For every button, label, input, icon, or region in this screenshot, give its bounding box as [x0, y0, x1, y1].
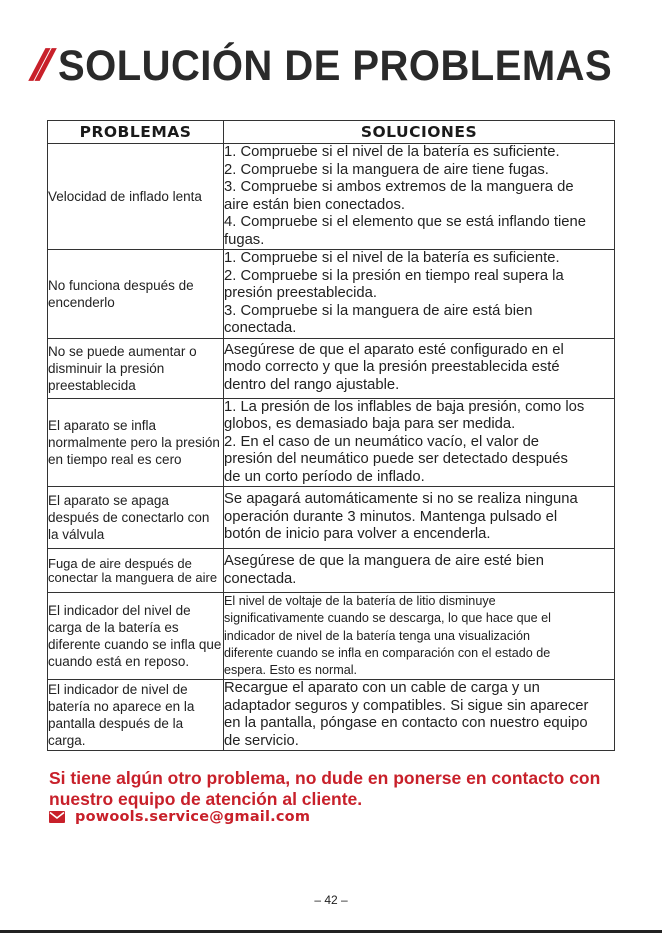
problem-cell: El indicador de nivel de batería no aparece en la pantalla después de la carga.	[48, 680, 224, 751]
table-row	[48, 549, 615, 593]
solution-line: 1. La presión de los inflables de baja presión, como los	[224, 398, 585, 415]
solution-line: globos, es demasiado baja para ser medida.	[224, 416, 516, 432]
table-row	[48, 338, 615, 398]
solution-line: 1. Compruebe si el nivel de la batería es suficiente.	[224, 144, 560, 160]
solution-line: presión del neumático puede ser detectado después	[224, 451, 568, 467]
problem-cell: El indicador del nivel de carga de la batería es diferente cuando se infla que cuando está en reposo.	[48, 593, 224, 680]
solution-cell	[224, 398, 615, 487]
page-number: – 42 –	[314, 893, 348, 907]
problem-cell: El aparato se infla normalmente pero la presión en tiempo real es cero	[48, 398, 224, 487]
solution-cell	[224, 144, 615, 250]
table-header-row	[48, 121, 615, 144]
problem-cell: Fuga de aire después de conectar la manguera de aire	[48, 549, 224, 593]
solution-line: 3. Compruebe si la manguera de aire está bien	[224, 302, 533, 319]
page-header	[28, 38, 654, 94]
solution-line: en la pantalla, póngase en contacto con nuestro equipo	[224, 715, 588, 732]
solution-line: presión preestablecida.	[224, 285, 377, 301]
solution-cell	[224, 680, 615, 751]
solution-line: diferente cuando se infla en comparación con el estado de	[224, 645, 551, 660]
table-row	[48, 593, 615, 680]
page-title: SOLUCIÓN DE PROBLEMAS	[58, 41, 613, 90]
problem-cell: No se puede aumentar o disminuir la presión preestablecida	[48, 338, 224, 398]
column-header-problems: PROBLEMAS	[48, 121, 224, 144]
solution-line: conectada.	[224, 570, 297, 587]
solution-cell	[224, 549, 615, 593]
problem-cell: El aparato se apaga después de conectarlo con la válvula	[48, 487, 224, 549]
column-header-solutions: SOLUCIONES	[224, 121, 615, 144]
solution-line: espera. Esto es normal.	[224, 663, 357, 678]
email-contact[interactable]	[49, 809, 310, 825]
contact-message: Si tiene algún otro problema, no dude en ponerse en contacto con nuestro equipo de atención al cliente.	[49, 768, 601, 809]
solution-cell	[224, 250, 615, 339]
solution-line: 2. En el caso de un neumático vacío, el valor de	[224, 433, 540, 450]
table-row	[48, 680, 615, 751]
solution-line: Recargue el aparato con un cable de carga y un	[224, 680, 540, 697]
solution-line: aire están bien conectados.	[224, 196, 405, 213]
solution-line: El nivel de voltaje de la batería de litio disminuye	[224, 594, 496, 608]
title-slashes: //	[28, 41, 48, 90]
solution-line: botón de inicio para volver a encenderla.	[224, 526, 491, 543]
table-row	[48, 250, 615, 339]
problem-cell: No funciona después de encenderlo	[48, 250, 224, 339]
solution-cell	[224, 338, 615, 398]
solution-line: Asegúrese de que el aparato esté configurado en el	[224, 341, 564, 358]
solution-line: significativamente cuando se descarga, lo que hace que el	[224, 611, 551, 626]
solution-cell	[224, 593, 615, 680]
solution-line: modo correcto y que la presión preestablecida esté	[224, 359, 560, 376]
solution-line: 1. Compruebe si el nivel de la batería es suficiente.	[224, 250, 560, 266]
table-row	[48, 398, 615, 487]
troubleshooting-table	[47, 120, 615, 751]
email-link[interactable]: powools.service@gmail.com	[75, 809, 311, 825]
table-row	[48, 487, 615, 549]
solution-line: Se apagará automáticamente si no se realiza ninguna	[224, 491, 578, 508]
solution-line: de servicio.	[224, 732, 299, 749]
mail-icon	[49, 811, 65, 823]
solution-line: 4. Compruebe si el elemento que se está inflando tiene	[224, 214, 586, 230]
solution-cell	[224, 487, 615, 549]
solution-line: fugas.	[224, 231, 265, 248]
solution-line: operación durante 3 minutos. Mantenga pulsado el	[224, 508, 558, 525]
solution-line: indicador de nivel de la batería tenga una visualización	[224, 628, 530, 643]
solution-line: adaptador seguros y compatibles. Si sigue sin aparecer	[224, 697, 589, 714]
solution-line: dentro del rango ajustable.	[224, 376, 400, 393]
solution-line: Asegúrese de que la manguera de aire esté bien	[224, 553, 544, 569]
problem-cell: Velocidad de inflado lenta	[48, 144, 224, 250]
solution-line: de un corto período de inflado.	[224, 468, 425, 485]
solution-line: conectada.	[224, 320, 297, 336]
solution-line: 2. Compruebe si la manguera de aire tiene fugas.	[224, 161, 549, 178]
table-row	[48, 144, 615, 250]
solution-line: 2. Compruebe si la presión en tiempo real supera la	[224, 267, 564, 284]
solution-line: 3. Compruebe si ambos extremos de la manguera de	[224, 179, 574, 195]
